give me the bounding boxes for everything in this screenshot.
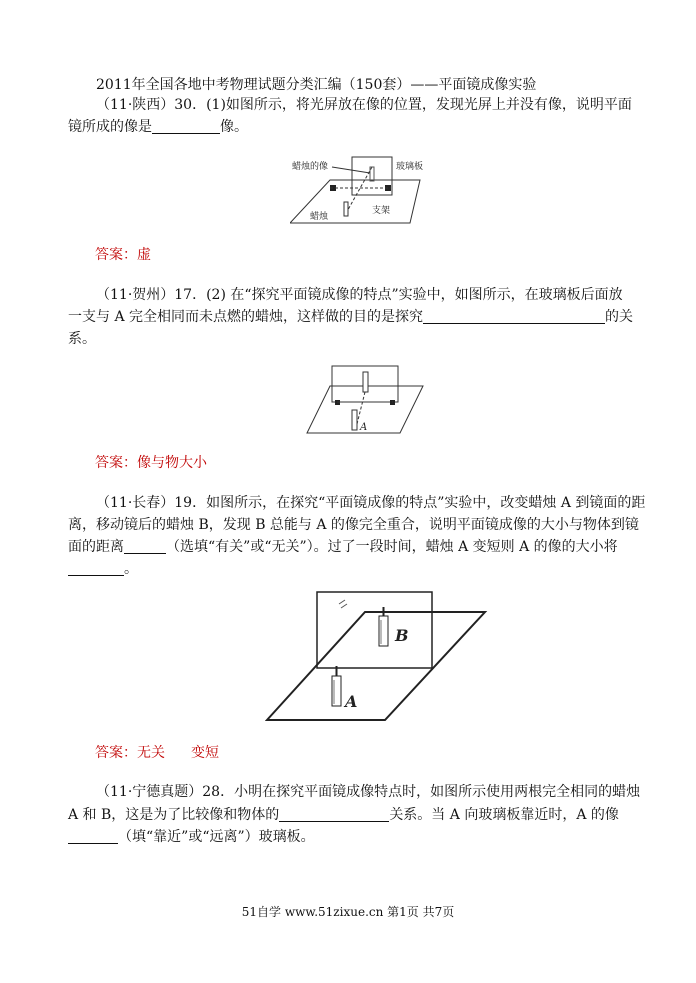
q3-answer-1: 答案：无关 <box>95 745 165 761</box>
q4-text-b: 关系。当 A 向玻璃板靠近时，A 的像 <box>389 807 619 823</box>
q3-blank-2[interactable] <box>68 561 124 576</box>
q3-text-b: （选填“有关”或“无关”）。过了一段时间，蜡烛 A 变短则 A 的像的大小将 <box>166 539 618 555</box>
q3-line2: 离，移动镜后的蜡烛 B，发现 B 总能与 A 的像完全重合，说明平面镜成像的大小与物体到镜 <box>68 517 639 533</box>
document-title: 2011年全国各地中考物理试题分类汇编（150套）——平面镜成像实验 <box>96 77 537 93</box>
q2-figure <box>305 358 425 438</box>
q4-line2 <box>68 806 638 824</box>
q4-blank-2[interactable] <box>68 829 118 844</box>
q3-text-a: 面的距离 <box>68 539 124 555</box>
q2-line3: 系。 <box>68 331 96 347</box>
label-candle: 蜡烛 <box>310 212 329 222</box>
q1-line2 <box>68 118 638 136</box>
q3-line4 <box>68 560 638 578</box>
q1-line1: （11·陕西）30．(1)如图所示，将光屏放在像的位置，发现光屏上并没有像，说明平面 <box>96 97 632 113</box>
q2-text-a: 一支与 A 完全相同而未点燃的蜡烛，这样做的目的是探究 <box>68 309 424 325</box>
q3-label-a: A <box>345 692 358 711</box>
q3-figure <box>265 590 490 735</box>
q4-text-a: A 和 B，这是为了比较像和物体的 <box>68 807 280 823</box>
q2-text-b: 的关 <box>605 309 634 325</box>
q1-blank[interactable] <box>152 119 220 134</box>
q3-text-c: 。 <box>124 561 138 577</box>
q4-line1: （11·宁德真题）28．小明在探究平面镜成像特点时，如图所示使用两根完全相同的蜡烛 <box>96 784 641 800</box>
q3-line1: （11·长春）19．如图所示，在探究“平面镜成像的特点”实验中，改变蜡烛 A 到镜面的距 <box>96 495 646 511</box>
q3-answer-2: 变短 <box>191 745 219 761</box>
q2-line1: （11·贺州）17．(2) 在“探究平面镜成像的特点”实验中，如图所示，在玻璃板后面放 <box>96 287 623 303</box>
q4-blank-1[interactable] <box>279 807 389 822</box>
q3-line3 <box>68 538 638 556</box>
label-glass: 玻璃板 <box>396 162 424 172</box>
label-candle-image: 蜡烛的像 <box>292 162 329 172</box>
q4-text-c: （填“靠近”或“远离”）玻璃板。 <box>118 829 315 845</box>
label-stand: 支架 <box>372 206 391 216</box>
page-footer: 51自学 www.51zixue.cn 第1页 共7页 <box>241 905 455 919</box>
q2-answer: 答案：像与物大小 <box>95 455 207 471</box>
q3-answer <box>95 742 219 762</box>
q2-blank[interactable] <box>423 309 605 324</box>
q3-label-b: B <box>395 626 409 645</box>
q3-blank-1[interactable] <box>124 539 166 554</box>
q4-line3 <box>68 828 638 846</box>
q1-text-a: 镜所成的像是 <box>68 119 152 135</box>
q1-answer: 答案：虚 <box>95 247 151 263</box>
q1-text-b: 像。 <box>220 119 248 135</box>
q2-label-a: A <box>360 422 368 433</box>
q1-figure <box>290 155 425 230</box>
q2-line2 <box>68 308 638 326</box>
